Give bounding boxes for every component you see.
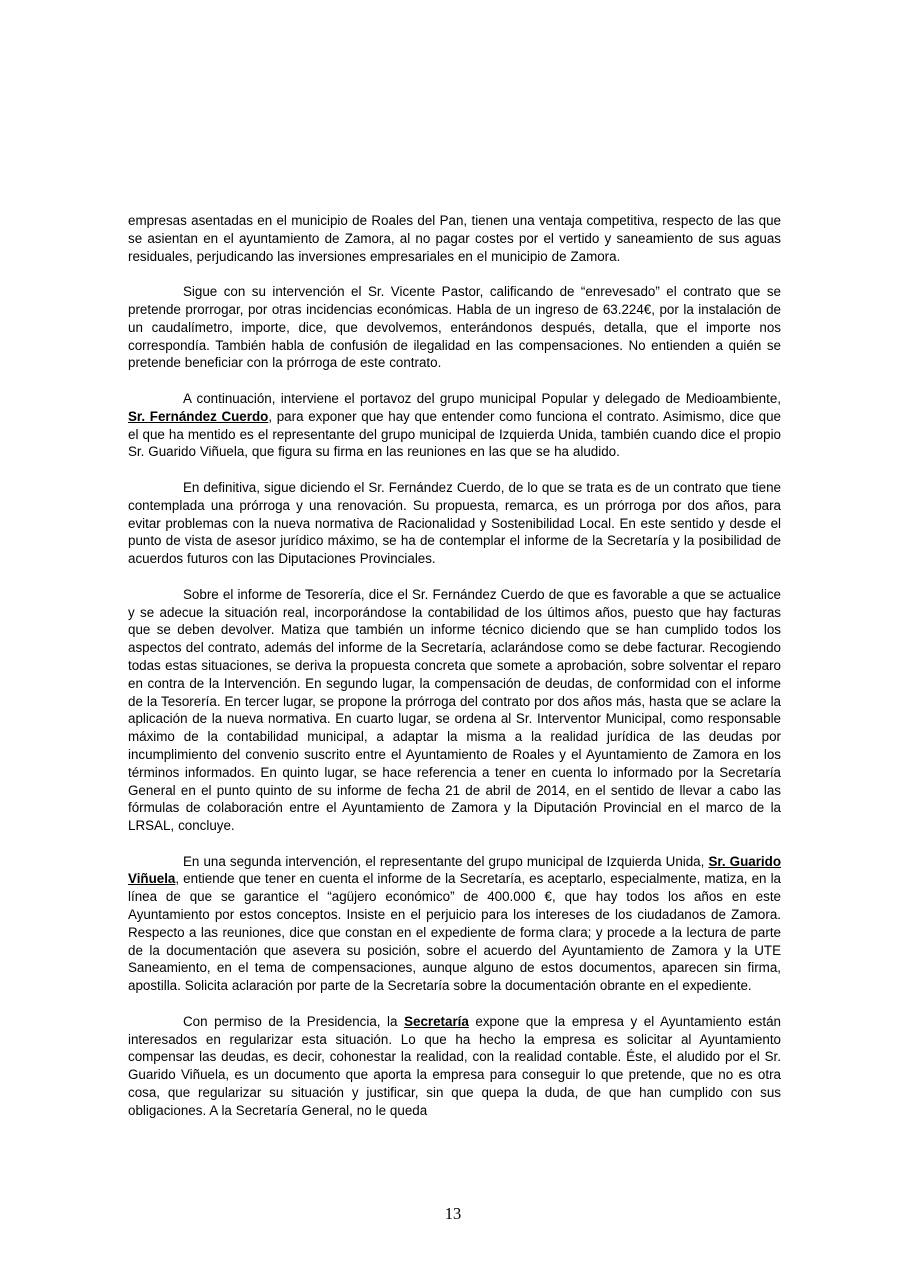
text-segment: Sobre el informe de Tesorería, dice el Sr. Fernández Cuerdo de que es favorable a que se actualice y se adecue la situación real, incorporándose la contabilidad de los últimos años, puesto que hay facturas que se deben devolver. Matiza que también un informe técnico diciendo que se han cumplido todos los aspectos del contrato, además del informe de la Secretaría, aclarándose como se debe facturar. Recogiendo todas estas situaciones, se deriva la propuesta concreta que somete a aprobación, sobre solventar el reparo en contra de la Intervención. En segundo lugar, la compensación de deudas, de conformidad con el informe de la Tesorería. En tercer lugar, se propone la prórroga del contrato por dos años más, hasta que se aclare la aplicación de la nueva normativa. En cuarto lugar, se ordena al Sr. Interventor Municipal, como responsable máximo de la contabilidad municipal, a adaptar la misma a la realidad jurídica de las deudas por incumplimiento del convenio suscrito entre el Ayuntamiento de Roales y el Ayuntamiento de Zamora en los términos informados. En quinto lugar, se hace referencia a tener en cuenta lo informado por la Secretaría General en el punto quinto de su informe de fecha 21 de abril de 2014, en el sentido de llevar a cabo las fórmulas de colaboración entre el Ayuntamiento de Zamora y la Diputación Provincial en el marco de la LRSAL, concluye. xyxy=(128,586,781,834)
page-number: 13 xyxy=(444,1204,462,1223)
speaker-name: Secretaría xyxy=(404,1013,469,1029)
speaker-name: Sr. Fernández Cuerdo xyxy=(128,408,269,424)
paragraph xyxy=(128,390,781,461)
text-segment: expone que la empresa y el Ayuntamiento están interesados en regularizar esta situación. Lo que ha hecho la empresa es solicitar al Ayuntamiento compensar las deudas, es decir, cohonestar la realidad, con la realidad contable. Éste, el aludido por el Sr. Guarido Viñuela, es un documento que aporta la empresa para conseguir lo que pretende, que no es otra cosa, que regularizar su situación y justificar, sin que quepa la duda, de que han cumplido con sus obligaciones. A la Secretaría General, no le queda xyxy=(128,1013,781,1118)
text-segment: En una segunda intervención, el representante del grupo municipal de Izquierda Unida, xyxy=(183,853,709,869)
paragraph xyxy=(128,586,781,835)
speaker-name: Sr. Guarido Viñuela xyxy=(128,853,781,887)
paragraph xyxy=(128,1013,781,1120)
paragraph xyxy=(128,479,781,568)
text-segment: Sigue con su intervención el Sr. Vicente Pastor, calificando de “enrevesado” el contrato que se pretende prorrogar, por otras incidencias económicas. Habla de un ingreso de 63.224€, por la instalación de un caudalímetro, importe, dice, que devolvemos, enterándonos después, detalla, que el importe nos correspondía. También habla de confusión de ilegalidad en las compensaciones. No entienden a quién se pretende beneficiar con la prórroga de este contrato. xyxy=(128,284,781,371)
paragraph xyxy=(128,283,781,372)
text-segment: empresas asentadas en el municipio de Roales del Pan, tienen una ventaja competitiva, respecto de las que se asientan en el ayuntamiento de Zamora, al no pagar costes por el vertido y saneamiento de sus aguas residuales, perjudicando las inversiones empresariales en el municipio de Zamora. xyxy=(128,213,781,264)
text-segment: A continuación, interviene el portavoz del grupo municipal Popular y delegado de Medioambiente, xyxy=(183,390,781,406)
text-segment: Con permiso de la Presidencia, la xyxy=(183,1013,405,1029)
text-segment: En definitiva, sigue diciendo el Sr. Fernández Cuerdo, de lo que se trata es de un contrato que tiene contemplada una prórroga y una renovación. Su propuesta, remarca, es un prórroga por dos años, para evitar problemas con la nueva normativa de Racionalidad y Sostenibilidad Local. En este sentido y desde el punto de vista de asesor jurídico máximo, se ha de contemplar el informe de la Secretaría y la posibilidad de acuerdos futuros con las Diputaciones Provinciales. xyxy=(128,479,781,567)
paragraph xyxy=(128,853,781,995)
text-segment: , entiende que tener en cuenta el informe de la Secretaría, es aceptarlo, especialmente, matiza, en la línea de que se garantice el “agüjero económico” de 400.000 €, que hay todos los años en este Ayuntamiento por estos conceptos. Insiste en el perjuicio para los intereses de los ciudadanos de Zamora. Respecto a las reuniones, dice que constan en el expediente de forma clara; y procede a la lectura de parte de la documentación que asevera su posición, sobre el acuerdo del Ayuntamiento de Zamora y la UTE Saneamiento, en el tema de compensaciones, aunque alguno de estos documentos, aparecen sin firma, apostilla. Solicita aclaración por parte de la Secretaría sobre la documentación obrante en el expediente. xyxy=(128,871,781,994)
document-body xyxy=(128,212,781,1137)
paragraph xyxy=(128,212,781,265)
text-segment: , para exponer que hay que entender como funciona el contrato. Asimismo, dice que el que ha mentido es el representante del grupo municipal de Izquierda Unida, también cuando dice el propio Sr. Guarido Viñuela, que figura su firma en las reuniones en las que se ha aludido. xyxy=(128,408,781,460)
